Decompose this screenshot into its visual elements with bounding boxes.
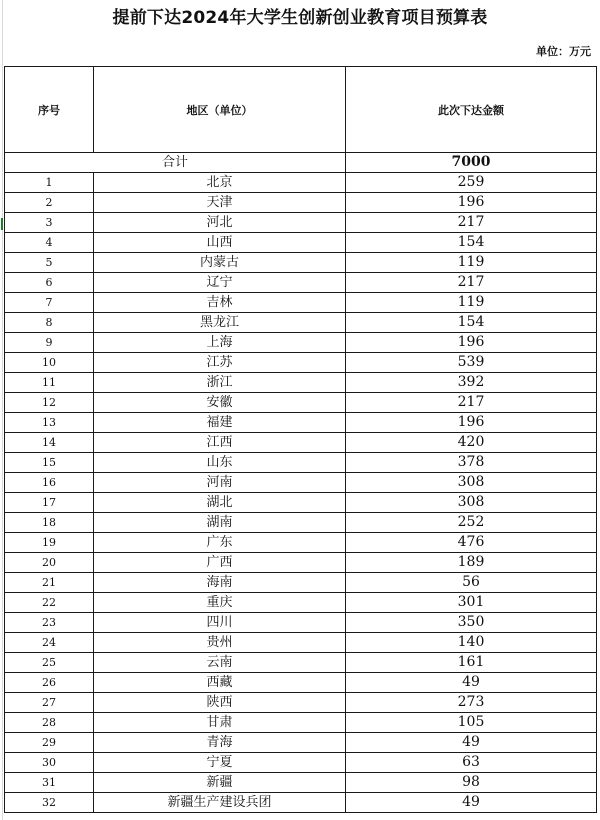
amount-cell: 56 [346,573,597,593]
row-number-cell: 19 [5,533,94,553]
table-row [5,433,597,453]
table-row [5,193,597,213]
region-cell: 山东 [94,453,346,473]
amount-cell: 98 [346,773,597,793]
table-row [5,453,597,473]
budget-table [4,66,597,813]
total-amount: 7000 [346,153,597,173]
row-number-cell: 6 [5,273,94,293]
row-number-cell: 10 [5,353,94,373]
region-cell: 江苏 [94,353,346,373]
table-row [5,593,597,613]
table-row [5,413,597,433]
row-number-cell: 24 [5,633,94,653]
region-cell: 河南 [94,473,346,493]
row-number-cell: 2 [5,193,94,213]
table-row [5,273,597,293]
region-cell: 宁夏 [94,753,346,773]
amount-cell: 196 [346,193,597,213]
region-cell: 吉林 [94,293,346,313]
region-cell: 上海 [94,333,346,353]
region-cell: 山西 [94,233,346,253]
region-cell: 江西 [94,433,346,453]
table-row [5,353,597,373]
region-cell: 湖北 [94,493,346,513]
amount-cell: 49 [346,793,597,813]
table-row [5,233,597,253]
unit-note: 单位：万元 [536,45,591,58]
table-row [5,773,597,793]
region-cell: 广东 [94,533,346,553]
region-cell: 广西 [94,553,346,573]
table-row [5,293,597,313]
row-number-cell: 20 [5,553,94,573]
table-row [5,313,597,333]
header-region: 地区（单位） [94,67,346,153]
region-cell: 新疆生产建设兵团 [94,793,346,813]
region-cell: 甘肃 [94,713,346,733]
amount-cell: 378 [346,453,597,473]
region-cell: 北京 [94,173,346,193]
region-cell: 天津 [94,193,346,213]
row-number-cell: 23 [5,613,94,633]
region-cell: 河北 [94,213,346,233]
amount-cell: 154 [346,313,597,333]
table-row [5,733,597,753]
table-row [5,473,597,493]
row-number-cell: 8 [5,313,94,333]
row-number-cell: 16 [5,473,94,493]
header-amount: 此次下达金额 [346,67,597,153]
amount-cell: 420 [346,433,597,453]
table-row [5,573,597,593]
header-row [5,67,597,153]
table-row [5,693,597,713]
row-number-cell: 11 [5,373,94,393]
row-number-cell: 28 [5,713,94,733]
row-number-cell: 26 [5,673,94,693]
row-number-cell: 4 [5,233,94,253]
table-row [5,513,597,533]
region-cell: 海南 [94,573,346,593]
region-cell: 黑龙江 [94,313,346,333]
amount-cell: 252 [346,513,597,533]
table-row [5,173,597,193]
amount-cell: 119 [346,253,597,273]
amount-cell: 392 [346,373,597,393]
row-number-cell: 14 [5,433,94,453]
cell-selection-marker [1,218,3,230]
table-row [5,613,597,633]
amount-cell: 301 [346,593,597,613]
region-cell: 重庆 [94,593,346,613]
row-number-cell: 15 [5,453,94,473]
region-cell: 安徽 [94,393,346,413]
amount-cell: 63 [346,753,597,773]
row-number-cell: 7 [5,293,94,313]
amount-cell: 161 [346,653,597,673]
region-cell: 湖南 [94,513,346,533]
amount-cell: 350 [346,613,597,633]
row-number-cell: 29 [5,733,94,753]
table-row [5,533,597,553]
amount-cell: 196 [346,333,597,353]
region-cell: 四川 [94,613,346,633]
region-cell: 辽宁 [94,273,346,293]
amount-cell: 217 [346,213,597,233]
region-cell: 云南 [94,653,346,673]
row-number-cell: 9 [5,333,94,353]
region-cell: 陕西 [94,693,346,713]
row-number-cell: 1 [5,173,94,193]
amount-cell: 308 [346,493,597,513]
table-row [5,633,597,653]
table-row [5,713,597,733]
row-number-cell: 12 [5,393,94,413]
region-cell: 福建 [94,413,346,433]
table-row [5,653,597,673]
table-row [5,673,597,693]
row-number-cell: 22 [5,593,94,613]
row-number-cell: 13 [5,413,94,433]
table-row [5,393,597,413]
sheet-left-edge [2,0,3,820]
row-number-cell: 5 [5,253,94,273]
table-row [5,253,597,273]
row-number-cell: 17 [5,493,94,513]
amount-cell: 189 [346,553,597,573]
row-number-cell: 27 [5,693,94,713]
amount-cell: 49 [346,733,597,753]
amount-cell: 119 [346,293,597,313]
total-row [5,153,597,173]
row-number-cell: 18 [5,513,94,533]
region-cell: 青海 [94,733,346,753]
row-number-cell: 25 [5,653,94,673]
table-row [5,333,597,353]
region-cell: 贵州 [94,633,346,653]
amount-cell: 273 [346,693,597,713]
amount-cell: 154 [346,233,597,253]
document-title: 提前下达2024年大学生创新创业教育项目预算表 [112,8,488,28]
row-number-cell: 30 [5,753,94,773]
row-number-cell: 3 [5,213,94,233]
table-row [5,753,597,773]
amount-cell: 539 [346,353,597,373]
table-row [5,493,597,513]
amount-cell: 49 [346,673,597,693]
amount-cell: 259 [346,173,597,193]
table-row [5,373,597,393]
table-row [5,553,597,573]
table-row [5,213,597,233]
amount-cell: 217 [346,393,597,413]
region-cell: 浙江 [94,373,346,393]
region-cell: 新疆 [94,773,346,793]
header-number: 序号 [5,67,94,153]
row-number-cell: 31 [5,773,94,793]
amount-cell: 476 [346,533,597,553]
amount-cell: 308 [346,473,597,493]
region-cell: 内蒙古 [94,253,346,273]
amount-cell: 196 [346,413,597,433]
total-label: 合计 [5,153,346,173]
table-row [5,793,597,813]
row-number-cell: 32 [5,793,94,813]
region-cell: 西藏 [94,673,346,693]
amount-cell: 105 [346,713,597,733]
row-number-cell: 21 [5,573,94,593]
amount-cell: 140 [346,633,597,653]
amount-cell: 217 [346,273,597,293]
